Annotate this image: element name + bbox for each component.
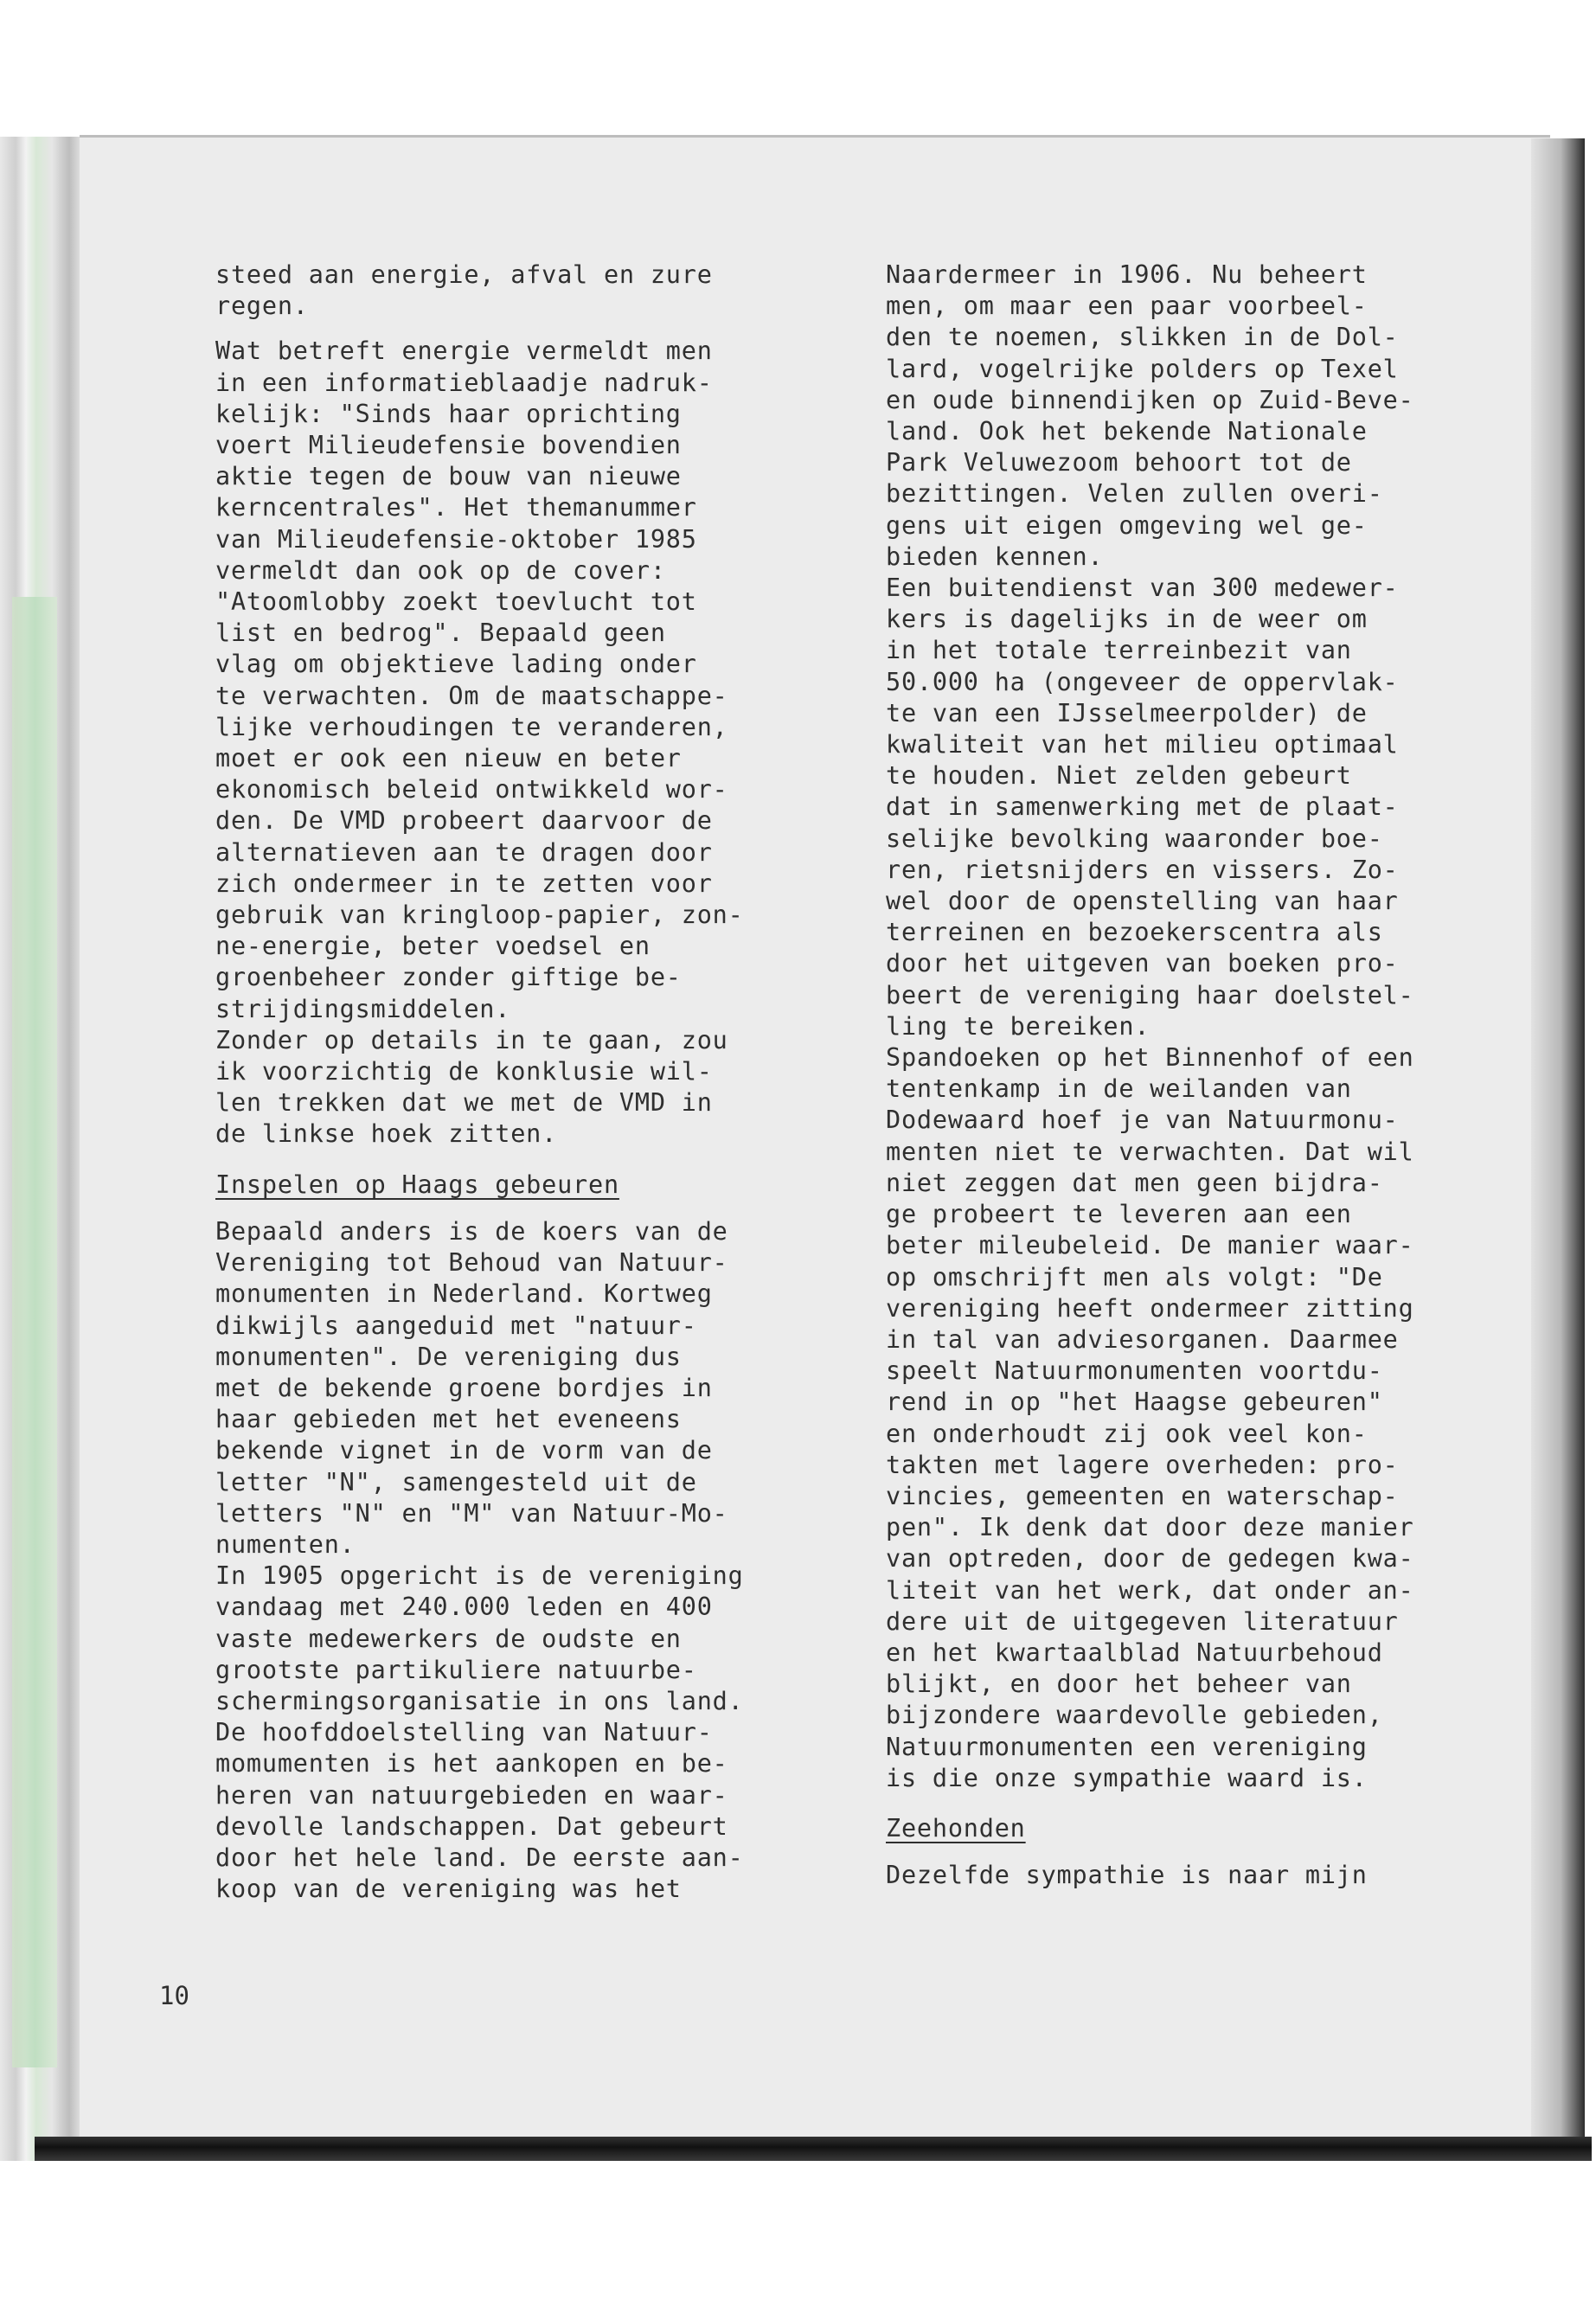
left-paragraph-4: Bepaald anders is de koers van de Vereniging tot Behoud van Natuur- monumenten in Nederland. Kortweg dikwijls aangeduid met "natuur- monumenten". De vereniging dus met de bekende groene bordjes in haar gebieden met het eveneens bekende vignet in de vorm van de letter "N", samengesteld uit de letters "N" en "M" van Natuur-Mo- numenten. <box>215 1216 728 1559</box>
page-number: 10 <box>159 1981 189 2010</box>
left-paragraph-1: steed aan energie, afval en zure regen. <box>215 260 713 321</box>
section-heading-haags: Inspelen op Haags gebeuren <box>215 1170 619 1199</box>
top-page-edge <box>80 135 1550 138</box>
left-paragraph-2: Wat betreft energie vermeldt men in een informatieblaadje nadruk- kelijk: "Sinds haar oprichting voert Milieudefensie bovendien aktie tegen de bouw van nieuwe kerncentrales". Het themanummer van Milieudefensie-oktober 1985 vermeldt dan ook op de cover: "Atoomlobby zoekt toevlucht tot list en bedrog". Bepaald geen vlag om objektieve lading onder te verwachten. Om de maatschappe- lijke verhoudingen te veranderen, moet er ook een nieuw en beter ekonomisch beleid ontwikkeld wor- den. De VMD probeert daarvoor de alternatieven aan te dragen door zich ondermeer in te zetten voor gebruik van kringloop-papier, zon- ne-energie, beter voedsel en groenbeheer zonder giftige be- strijdingsmiddelen. <box>215 336 744 1023</box>
left-paragraph-5: In 1905 opgericht is de vereniging vandaag met 240.000 leden en 400 vaste medewerkers de oudste en grootste partikuliere natuurbe- schermingsorganisatie in ons land. <box>215 1561 744 1715</box>
left-paragraph-6: De hoofddoelstelling van Natuur- momumenten is het aankopen en be- heren van natuurgebieden en waar- devolle landschappen. Dat gebeurt door het hele land. De eerste aan- koop van de vereniging was het <box>215 1718 744 1904</box>
left-paragraph-3: Zonder op details in te gaan, zou ik voorzichtig de konklusie wil- len trekken dat we met de VMD in de linkse hoek zitten. <box>215 1025 728 1149</box>
left-text-column <box>215 260 873 1905</box>
section-heading-zeehonden: Zeehonden <box>886 1813 1026 1843</box>
right-paragraph-4: Dezelfde sympathie is naar mijn <box>886 1861 1368 1890</box>
green-page-edge <box>12 597 57 2067</box>
right-paragraph-3: Spandoeken op het Binnenhof of een tentenkamp in de weilanden van Dodewaard hoef je van Natuurmonu- menten niet te verwachten. Dat wil niet zeggen dat men geen bijdra- ge probeert te leveren aan een beter mileubeleid. De manier waar- op omschrijft men als volgt: "De vereniging heeft ondermeer zitting in tal van adviesorganen. Daarmee speelt Natuurmonumenten voortdu- rend in op "het Haagse gebeuren" en onderhoudt zij ook veel kon- takten met lagere overheden: pro- vincies, gemeenten en waterschap- pen". Ik denk dat door deze manier van optreden, door de gedegen kwa- liteit van het werk, dat onder an- dere uit de uitgegeven literatuur en het kwartaalblad Natuurbehoud blijkt, en door het beheer van bijzondere waardevolle gebieden, Natuurmonumenten een vereniging is die onze sympathie waard is. <box>886 1043 1414 1792</box>
right-paragraph-2: Een buitendienst van 300 medewer- kers is dagelijks in de weer om in het totale terreinbezit van 50.000 ha (ongeveer de oppervlak- te van een IJsselmeerpolder) de kwaliteit van het milieu optimaal te houden. Niet zelden gebeurt dat in samenwerking met de plaat- selijke bevolking waaronder boe- ren, rietsnijders en vissers. Zo- wel door de openstelling van haar terreinen en bezoekerscentra als door het uitgeven van boeken pro- beert de vereniging haar doelstel- ling te bereiken. <box>886 574 1414 1041</box>
right-paragraph-1: Naardermeer in 1906. Nu beheert men, om maar een paar voorbeel- den te noemen, slikken in de Dol- lard, vogelrijke polders op Texel en oude binnendijken op Zuid-Beve- land. Ook het bekende Nationale Park Veluwezoom behoort tot de bezittingen. Velen zullen overi- gens uit eigen omgeving wel ge- bieden kennen. <box>886 260 1414 571</box>
bottom-scan-border <box>35 2137 1592 2161</box>
right-text-column <box>886 260 1543 1891</box>
